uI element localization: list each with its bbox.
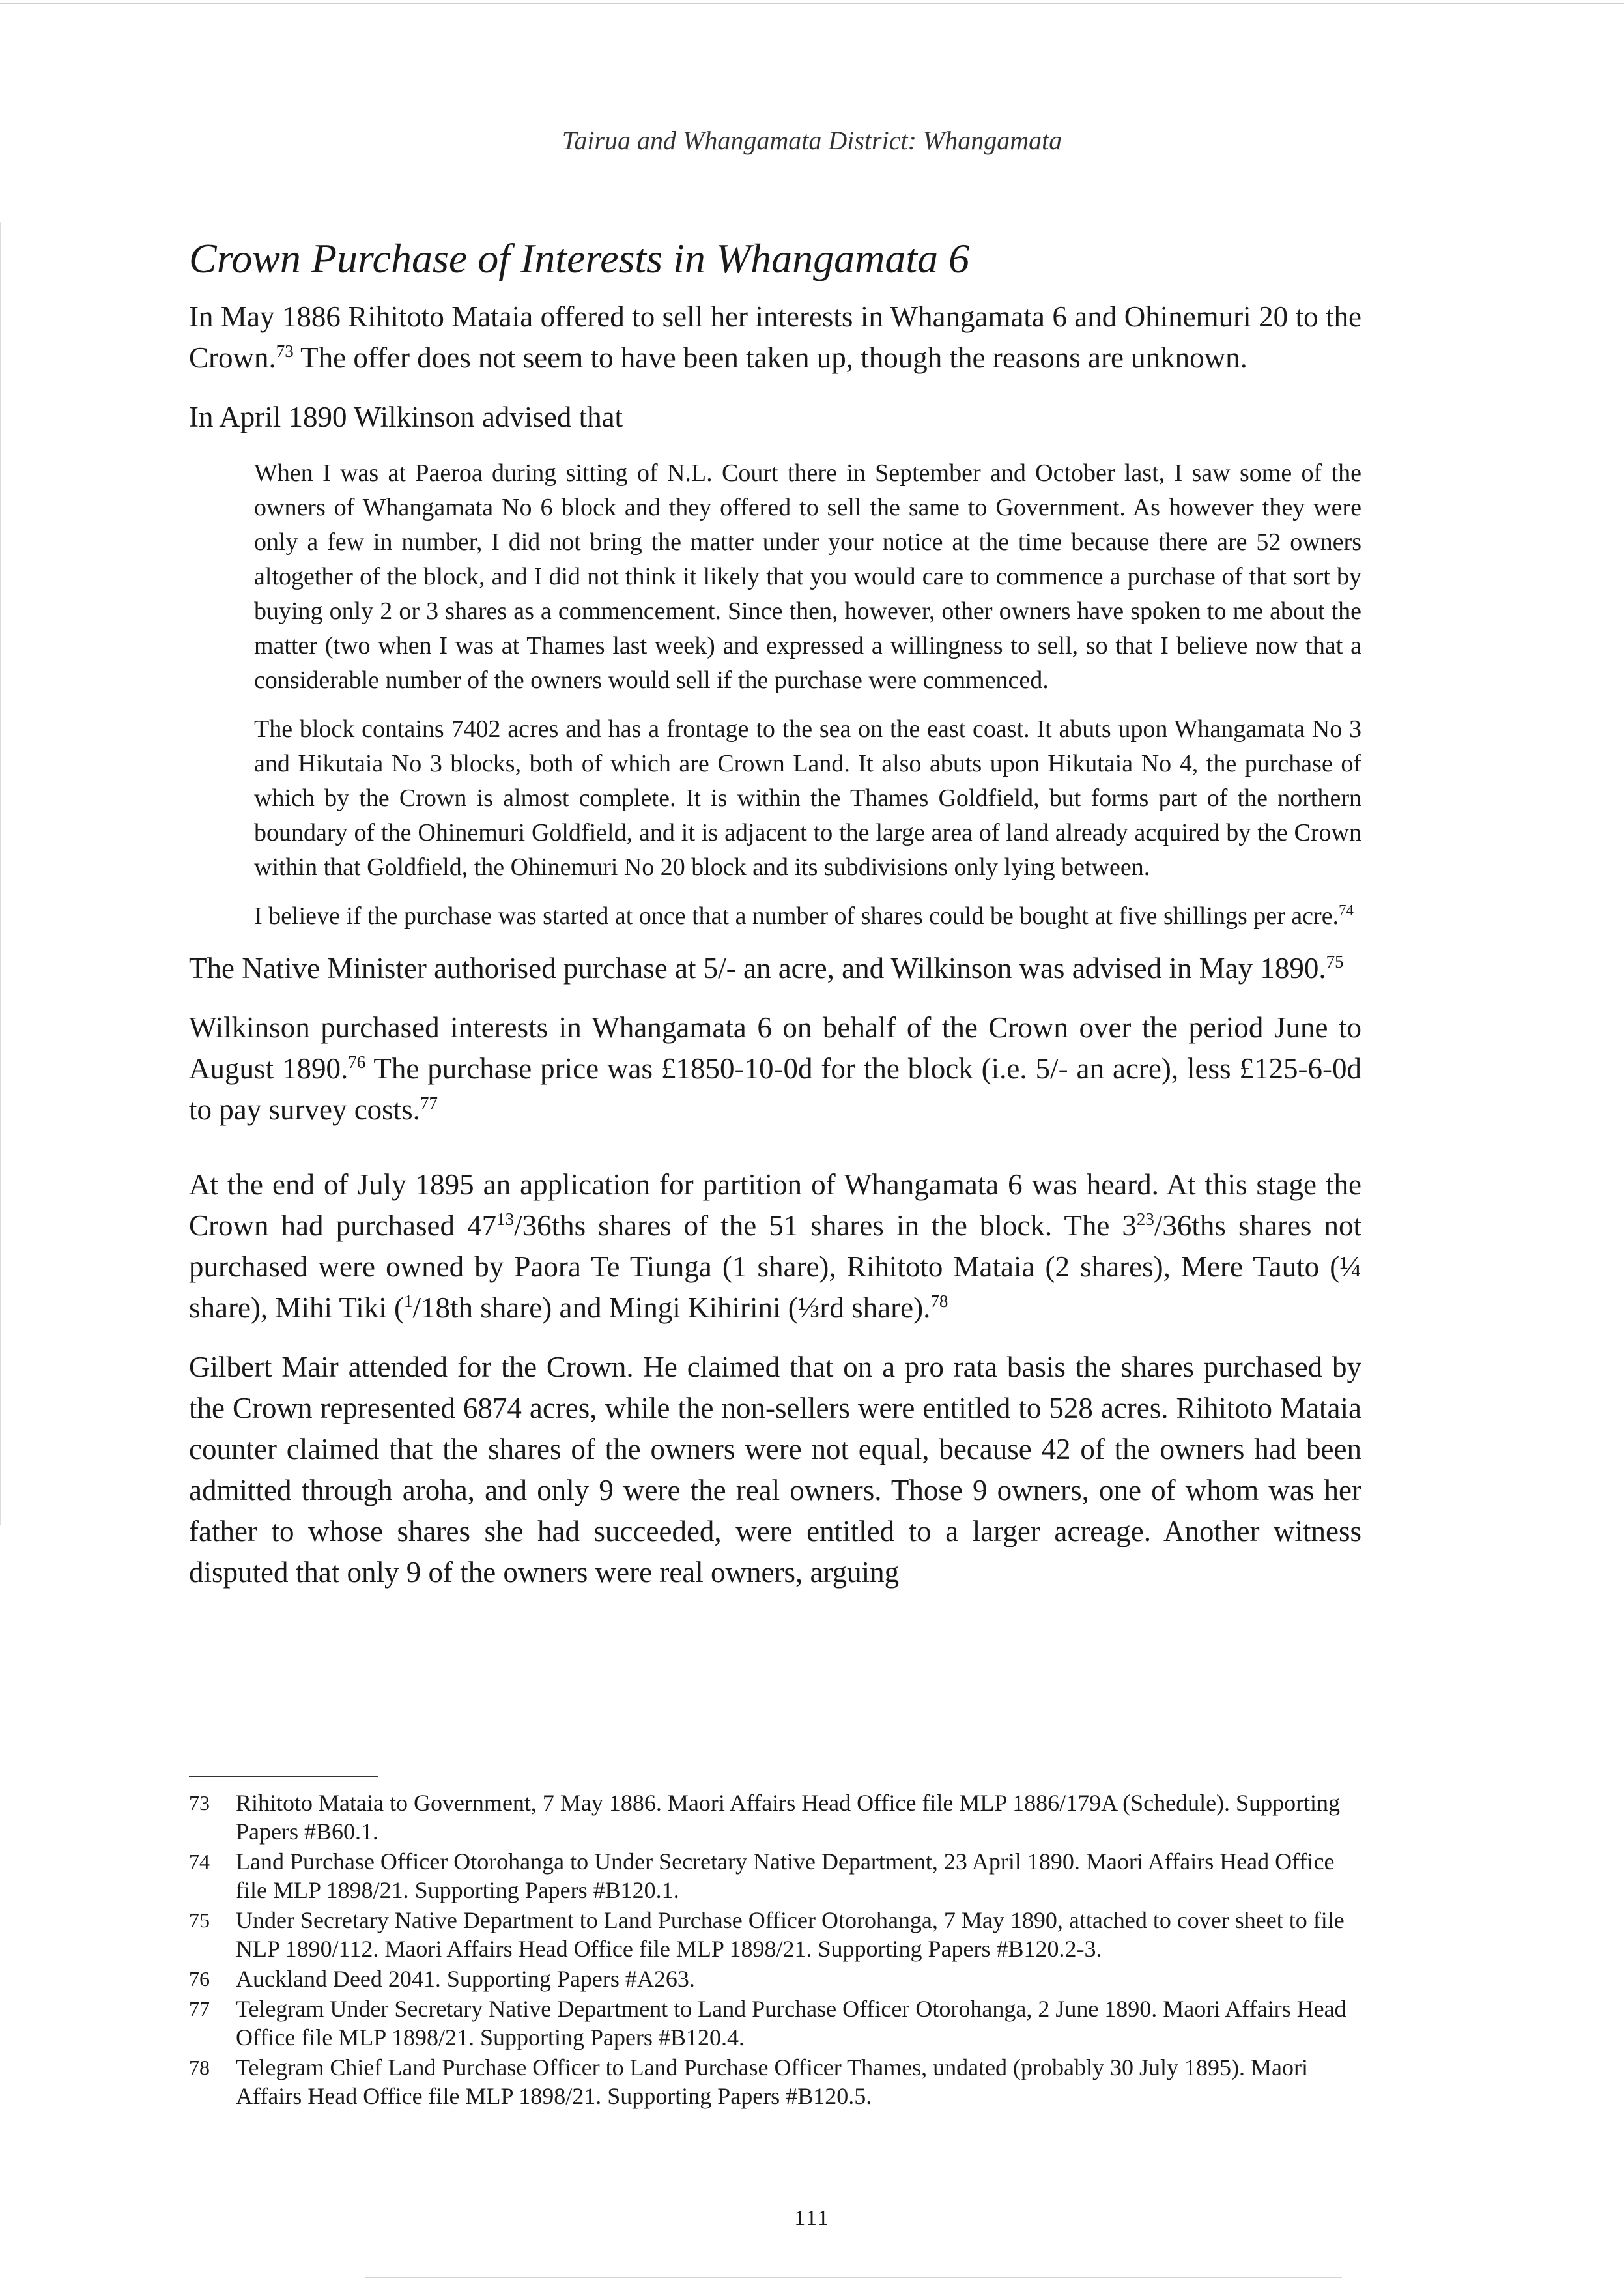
footnote-ref-78[interactable]: 78	[930, 1291, 948, 1311]
paragraph-5-text-a: At the end of July 1895 an application for partition of Whangamata 6 was heard. At this stage the Crown had purchased 47	[189, 1168, 1361, 1242]
left-edge-rule	[0, 222, 1, 1525]
body-text	[189, 296, 1361, 1611]
footnote-number: 74	[189, 1850, 210, 1873]
footnote-78	[189, 2053, 1361, 2110]
fraction-numerator-23: 23	[1136, 1209, 1154, 1229]
fraction-numerator-13: 13	[496, 1209, 515, 1229]
paragraph-5-text-c: /36ths shares not purchased were owned by Paora Te Tiunga (1 share), Rihitoto Mataia (2 shares), Mere Tauto (¼ share), Mihi Tiki (	[189, 1209, 1361, 1324]
footnote-number: 75	[189, 1908, 210, 1932]
footnote-76	[189, 1964, 1361, 1993]
section-title: Crown Purchase of Interests in Whangamata 6	[189, 235, 970, 281]
footnote-text: Telegram Under Secretary Native Department to Land Purchase Officer Otorohanga, 2 June 1890. Maori Affairs Head Office file MLP 1898/21. Supporting Papers #B120.4.	[236, 1996, 1346, 2050]
paragraph-4-text-a: Wilkinson purchased interests in Whangamata 6 on behalf of the Crown over the period June to August 1890.	[189, 1011, 1361, 1085]
paragraph-1-text-a: In May 1886 Rihitoto Mataia offered to sell her interests in Whangamata 6 and Ohinemuri 20 to the Crown.	[189, 300, 1361, 374]
footnote-text: Auckland Deed 2041. Supporting Papers #A263.	[236, 1966, 695, 1992]
footnotes	[189, 1776, 1361, 2112]
paragraph-4	[189, 1007, 1361, 1130]
paragraph-5-text-d: /18th share) and Mingi Kihirini (⅓rd share).	[412, 1291, 931, 1324]
paragraph-1	[189, 296, 1361, 379]
footnote-number: 76	[189, 1967, 210, 1991]
footnote-74	[189, 1847, 1361, 1905]
paragraph-2: In April 1890 Wilkinson advised that	[189, 401, 623, 433]
bottom-edge-rule	[365, 2277, 1342, 2278]
paragraph-6: Gilbert Mair attended for the Crown. He claimed that on a pro rata basis the shares purchased by the Crown represented 6874 acres, while the non-sellers were entitled to 528 acres. Rihitoto Mataia counter claimed that the shares of the owners were not equal, because 42 of the owners had been admitted through aroha, and only 9 were the real owners. Those 9 owners, one of whom was her father to whose shares she had succeeded, were entitled to a larger acreage. Another witness disputed that only 9 of the owners were real owners, arguing	[189, 1351, 1361, 1589]
running-head: Tairua and Whangamata District: Whangamata	[562, 126, 1062, 155]
paragraph-3-text: The Native Minister authorised purchase at 5/- an acre, and Wilkinson was advised in May 1890.	[189, 952, 1326, 985]
paragraph-5	[189, 1164, 1361, 1329]
footnote-number: 73	[189, 1791, 210, 1815]
block-quote-1: When I was at Paeroa during sitting of N.L. Court there in September and October last, I saw some of the owners of Whangamata No 6 block and they offered to sell the same to Government. As however they were only a few in number, I did not bring the matter under your notice at the time because there are 52 owners altogether of the block, and I did not think it likely that you would care to commence a purchase of that sort by buying only 2 or 3 shares as a commencement. Since then, however, other owners have spoken to me about the matter (two when I was at Thames last week) and expressed a willingness to sell, so that I believe now that a considerable number of the owners would sell if the purchase were commenced.	[254, 459, 1361, 694]
footnote-text: Rihitoto Mataia to Government, 7 May 1886. Maori Affairs Head Office file MLP 1886/179A (Schedule). Supporting Papers #B60.1.	[236, 1790, 1341, 1845]
footnote-ref-74[interactable]: 74	[1339, 902, 1354, 919]
footnote-ref-77[interactable]: 77	[420, 1093, 438, 1113]
block-quote-3-text: I believe if the purchase was started at once that a number of shares could be bought at five shillings per acre.	[254, 902, 1339, 930]
paragraph-4-text-b: The purchase price was £1850-10-0d for the block (i.e. 5/- an acre), less £125-6-0d to pay survey costs.	[189, 1052, 1361, 1126]
footnote-text: Telegram Chief Land Purchase Officer to Land Purchase Officer Thames, undated (probably 30 July 1895). Maori Affairs Head Office file MLP 1898/21. Supporting Papers #B120.5.	[236, 2054, 1308, 2109]
footnote-separator	[189, 1776, 378, 1777]
footnote-text: Under Secretary Native Department to Land Purchase Officer Otorohanga, 7 May 1890, attached to cover sheet to file NLP 1890/112. Maori Affairs Head Office file MLP 1898/21. Supporting Papers #B120.2-3.	[236, 1907, 1345, 1962]
fraction-numerator-1: 1	[404, 1291, 413, 1311]
footnote-number: 78	[189, 2056, 210, 2079]
footnote-77	[189, 1994, 1361, 2052]
block-quote-2: The block contains 7402 acres and has a frontage to the sea on the east coast. It abuts upon Whangamata No 3 and Hikutaia No 3 blocks, both of which are Crown Land. It also abuts upon Hikutaia No 4, the purchase of which by the Crown is almost complete. It is within the Thames Goldfield, but forms part of the northern boundary of the Ohinemuri Goldfield, and it is adjacent to the large area of land already acquired by the Crown within that Goldfield, the Ohinemuri No 20 block and its subdivisions only lying between.	[254, 715, 1361, 881]
paragraph-1-text-b: The offer does not seem to have been taken up, though the reasons are unknown.	[293, 341, 1247, 374]
footnote-text: Land Purchase Officer Otorohanga to Under Secretary Native Department, 23 April 1890. Maori Affairs Head Office file MLP 1898/21. Supporting Papers #B120.1.	[236, 1848, 1335, 1903]
footnote-75	[189, 1906, 1361, 1963]
top-edge-rule	[0, 3, 1624, 4]
block-quote-3	[254, 899, 1361, 934]
paragraph-3	[189, 948, 1361, 989]
paragraph-5-text-b: /36ths shares of the 51 shares in the block. The 3	[514, 1209, 1137, 1242]
page-number: 111	[794, 2206, 830, 2230]
footnote-ref-75[interactable]: 75	[1326, 952, 1344, 971]
footnote-ref-76[interactable]: 76	[348, 1052, 366, 1072]
footnote-73	[189, 1789, 1361, 1846]
footnote-number: 77	[189, 1997, 210, 2021]
footnote-ref-73[interactable]: 73	[276, 341, 294, 361]
